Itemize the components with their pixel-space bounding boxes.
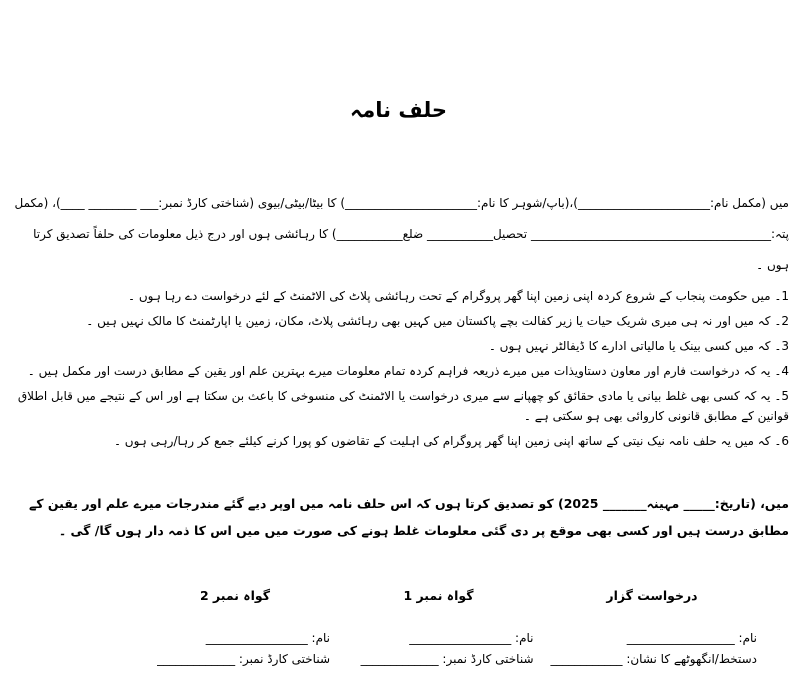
signature-section <box>140 588 757 666</box>
statement-2: 2۔ کہ میں اور نہ ہی میری شریک حیات یا زیر کفالت بچے پاکستان میں کہیں بھی رہائشی پلاٹ، مکان، زمین یا اپارٹمنٹ کا مالک نہیں ہیں ۔ <box>86 314 789 328</box>
witness2-name-blank-line: _________________ <box>205 631 308 645</box>
witness2-header: گواہ نمبر 2 <box>199 588 271 603</box>
applicant-name-blank-line: __________________ <box>626 631 735 645</box>
witness1-signature-block <box>344 588 534 666</box>
statement-4: 4۔ یہ کہ درخواست فارم اور معاون دستاویذات میں میرے ذریعہ فراہم کردہ تمام معلومات میرے بہترین علم اور یقین کے مطابق درست اور مکمل ہیں ۔ <box>27 364 789 378</box>
statement-3: 3۔ کہ میں کسی بینک یا مالیاتی ادارے کا ڈیفالٹر نہیں ہوں ۔ <box>488 339 789 353</box>
witness2-signature-block <box>140 588 330 666</box>
witness1-cnic-row <box>344 652 534 666</box>
statement-6: 6۔ کہ میں یہ حلف نامہ نیک نیتی کے ساتھ اپنی زمین اپنا گھر پروگرام کی اہلیت کے تقاضوں کو پورا کرنے کیلئے جمع کر رہا/رہی ہوں ۔ <box>113 434 789 448</box>
witness2-name-label: نام: <box>311 631 330 645</box>
statements-list <box>8 286 789 456</box>
statement-1: 1۔ میں حکومت پنجاب کے شروع کردہ اپنی زمین اپنا گھر پروگرام کے تحت رہائشی پلاٹ کی الاٹمنٹ کے لئے درخواست دے رہا ہوں ۔ <box>128 289 789 303</box>
witness2-cnic-blank-line: _____________ <box>157 652 236 666</box>
declaration-paragraph: میں، (تاریخ:_____ مہینہ_______ 2025) کو تصدیق کرتا ہوں کہ اس حلف نامہ میں اوپر دیے گئے مندرجات میرے علم اور یقین کے مطابق درست ہیں اور کسی بھی موقع پر دی گئی معلومات غلط ہونے کی صورت میں میں اس کا ذمہ دار ہوں گا/ گی ۔ <box>28 496 789 538</box>
applicant-signature-blank-line: ____________ <box>550 652 623 666</box>
witness1-header: گواہ نمبر 1 <box>403 588 474 603</box>
applicant-header: درخواست گزار <box>606 588 698 603</box>
witness1-cnic-blank-line: _____________ <box>360 652 439 666</box>
intro-paragraph: میں (مکمل نام:______________________)،(باپ/شوہر کا نام:______________________) کا بیٹا/بیٹی/بیوی (شناختی کارڈ نمبر:___ ________ ____)، (مکمل پتہ:________________________________________ تحصیل___________ ضلع___________) کا رہائشی ہوں اور درج ذیل معلومات کی حلفاً تصدیق کرتا ہوں ۔ <box>14 196 789 272</box>
applicant-name-row <box>547 631 757 645</box>
witness1-name-row <box>344 631 534 645</box>
applicant-name-label: نام: <box>738 631 757 645</box>
witness1-name-blank-line: _________________ <box>409 631 512 645</box>
witness2-cnic-label: شناختی کارڈ نمبر: <box>238 652 330 666</box>
witness2-cnic-row <box>140 652 330 666</box>
applicant-signature-label: دستخط/انگھوٹھے کا نشان: <box>626 652 757 666</box>
witness1-cnic-label: شناختی کارڈ نمبر: <box>442 652 534 666</box>
document-title: حلف نامہ <box>349 98 448 122</box>
witness1-name-label: نام: <box>515 631 534 645</box>
applicant-signature-row <box>547 652 757 666</box>
applicant-signature-block <box>547 588 757 666</box>
witness2-name-row <box>140 631 330 645</box>
statement-5: 5۔ یہ کہ کسی بھی غلط بیانی یا مادی حقائق کو چھپانے سے میری درخواست یا الاٹمنٹ کی منسوخی کا باعث بن سکتا ہے اور اس کے نتیجے میں قابل اطلاق قوانین کے مطابق قانونی کاروائی بھی ہو سکتی ہے ۔ <box>17 389 789 423</box>
